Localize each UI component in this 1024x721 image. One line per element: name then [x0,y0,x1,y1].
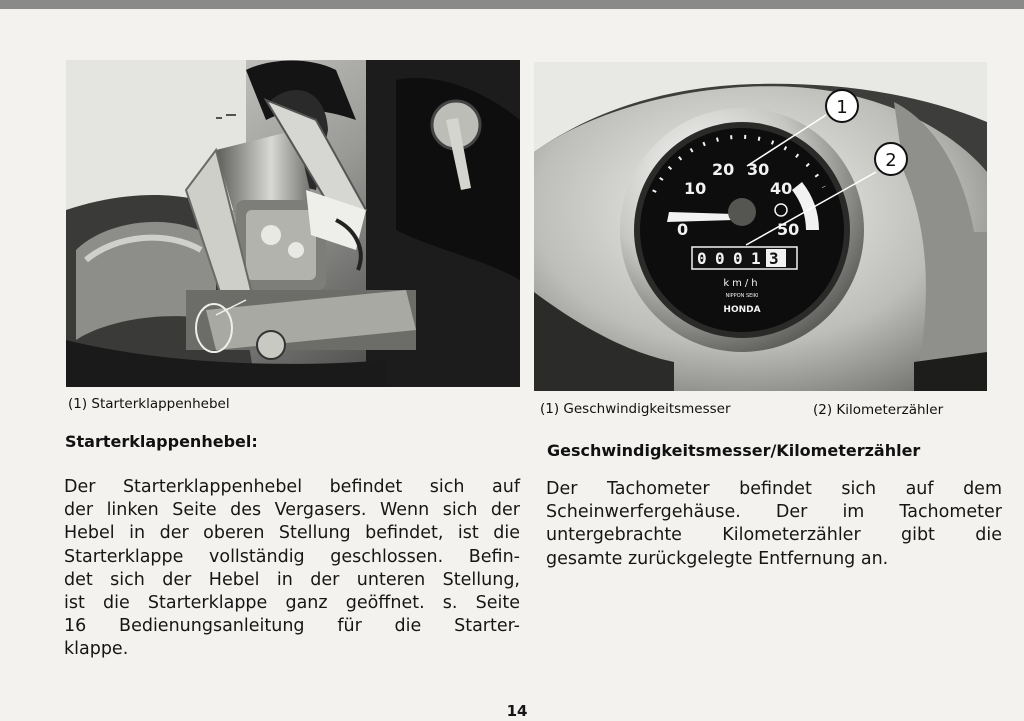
maker-label: NIPPON SEIKI [725,293,759,299]
carburetor-photo [66,60,520,387]
brand-label: HONDA [723,305,761,315]
dial-number-20: 20 [712,160,735,179]
left-section-heading: Starterklappenhebel: [65,432,258,451]
carburetor-illustration [66,60,520,387]
odometer-digit-last: 3 [769,249,779,268]
callout-number-1: 1 [836,97,848,118]
right-body-line: Der Tachometer befindet sich auf dem [546,479,1002,499]
right-body-line: gesamte zurückgelegte Entfernung an. [546,548,889,569]
right-body-line: untergebrachte Kilometerzähler gibt die [546,525,1002,546]
page-top-edge [0,0,1024,9]
right-photo-caption-1: (1) Geschwindigkeitsmesser [540,401,731,417]
unit-label: km/h [723,278,761,289]
left-body-line: Hebel in der oberen Stellung befindet, ist die [64,523,520,544]
speedometer-illustration [534,62,987,391]
left-body-line: det sich der Hebel in der unteren Stellung, [64,569,520,590]
page-number: 14 [506,702,528,720]
right-section-heading: Geschwindigkeitsmesser/Kilometerzähler [547,441,921,460]
dial-number-10: 10 [684,179,707,198]
dial-number-30: 30 [747,160,770,179]
odometer-digit: 0 [733,249,743,268]
left-body-line: klappe. [64,639,129,660]
dial-number-40: 40 [770,179,793,198]
dial-number-0: 0 [677,220,689,239]
callout-number-2: 2 [885,150,897,171]
left-body-line: Der Starterklappenhebel befindet sich auf [64,477,520,497]
speedometer-photo [534,62,987,391]
right-body-line: Scheinwerfergehäuse. Der im Tachometer [546,502,1002,523]
right-body-text [546,478,1002,571]
odometer-digit: 1 [751,249,761,268]
left-body-line: Starterklappe vollständig geschlossen. Befin- [64,546,520,567]
left-body-line: der linken Seite des Vergasers. Wenn sich der [64,500,520,521]
right-photo-caption-2: (2) Kilometerzähler [813,402,944,418]
left-body-text [64,476,520,662]
dial-number-50: 50 [777,220,800,239]
odometer-digit: 0 [715,249,725,268]
left-body-line: ist die Starterklappe ganz geöffnet. s. Seite [64,593,520,614]
left-body-line: 16 Bedienungsanleitung für die Starter- [64,616,520,637]
left-photo-caption: (1) Starterklappenhebel [68,396,230,412]
odometer-digit: 0 [697,249,707,268]
